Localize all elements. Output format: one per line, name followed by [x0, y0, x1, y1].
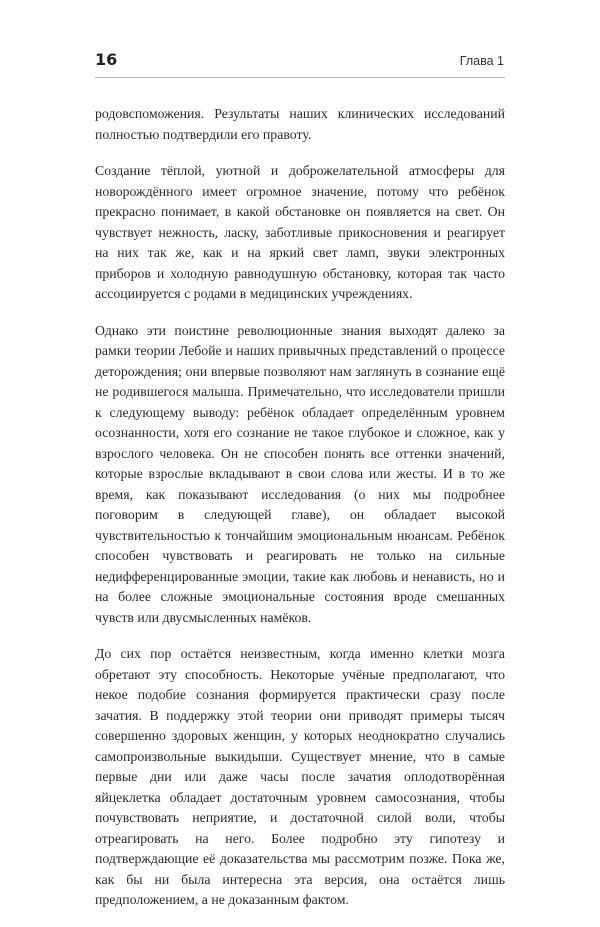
paragraph: Создание тёплой, уютной и доброжелательной атмосферы для новорождённого имеет огромное значение, потому что ребёнок прекрасно понимает, в какой обстановке он появляется на свет. Он чувствует нежность, ласку, заботливые прикосновения и реагирует на них так же, как и на яркий свет ламп, звуки электронных приборов и холодную равнодушную обстановку, которая так часто ассоциируется с родами в медицинских учреждениях.	[95, 163, 505, 301]
body-text	[95, 104, 505, 927]
paragraph: родовспоможения. Результаты наших клинических исследований полностью подтвердили его правоту.	[95, 106, 505, 142]
paragraph: Однако эти поистине революционные знания выходят далеко за рамки теории Лебойе и наших привычных представлений о процессе деторождения; они впервые позволяют нам заглянуть в сознание ещё не родившегося малыша. Примечательно, что исследователи пришли к следующему выводу: ребёнок обладает определённым уровнем осознанности, хотя его сознание не такое глубокое и сложное, как у взрослого человека. Он не способен понять все оттенки значений, которые взрослые вкладывают в свои слова или жесты. И в то же время, как показывают исследования (о них мы подробнее поговорим в следующей главе), он обладает высокой чувствительностью к тончайшим эмоциональным нюансам. Ребёнок способен чувствовать и реагировать не только на сильные недифференцированные эмоции, такие как любовь и ненависть, но и на более сложные эмоциональные состояния вроде смешанных чувств или двусмысленных намёков.	[95, 322, 505, 625]
header-divider	[95, 77, 505, 78]
page-number: 16	[95, 50, 118, 69]
paragraph: До сих пор остаётся неизвестным, когда именно клетки мозга обретают эту способность. Некоторые учёные предполагают, что некое подобие сознания формируется практически сразу после зачатия. В поддержку этой теории они приводят примеры тысяч совершенно здоровых женщин, у которых неоднократно случались самопроизвольные выкидыши. Существует мнение, что в самые первые дни или даже часы после зачатия оплодотворённая яйцеклетка обладает достаточным уровнем самосознания, чтобы почувствовать неприятие, и достаточной силой воли, чтобы отреагировать на него. Более подробно эту гипотезу и подтверждающие её доказательства мы рассмотрим позже. Пока же, как бы ни была интересна эта версия, она остаётся лишь предположением, а не доказанным фактом.	[95, 646, 505, 907]
running-head-chapter: Глава 1	[459, 54, 504, 68]
